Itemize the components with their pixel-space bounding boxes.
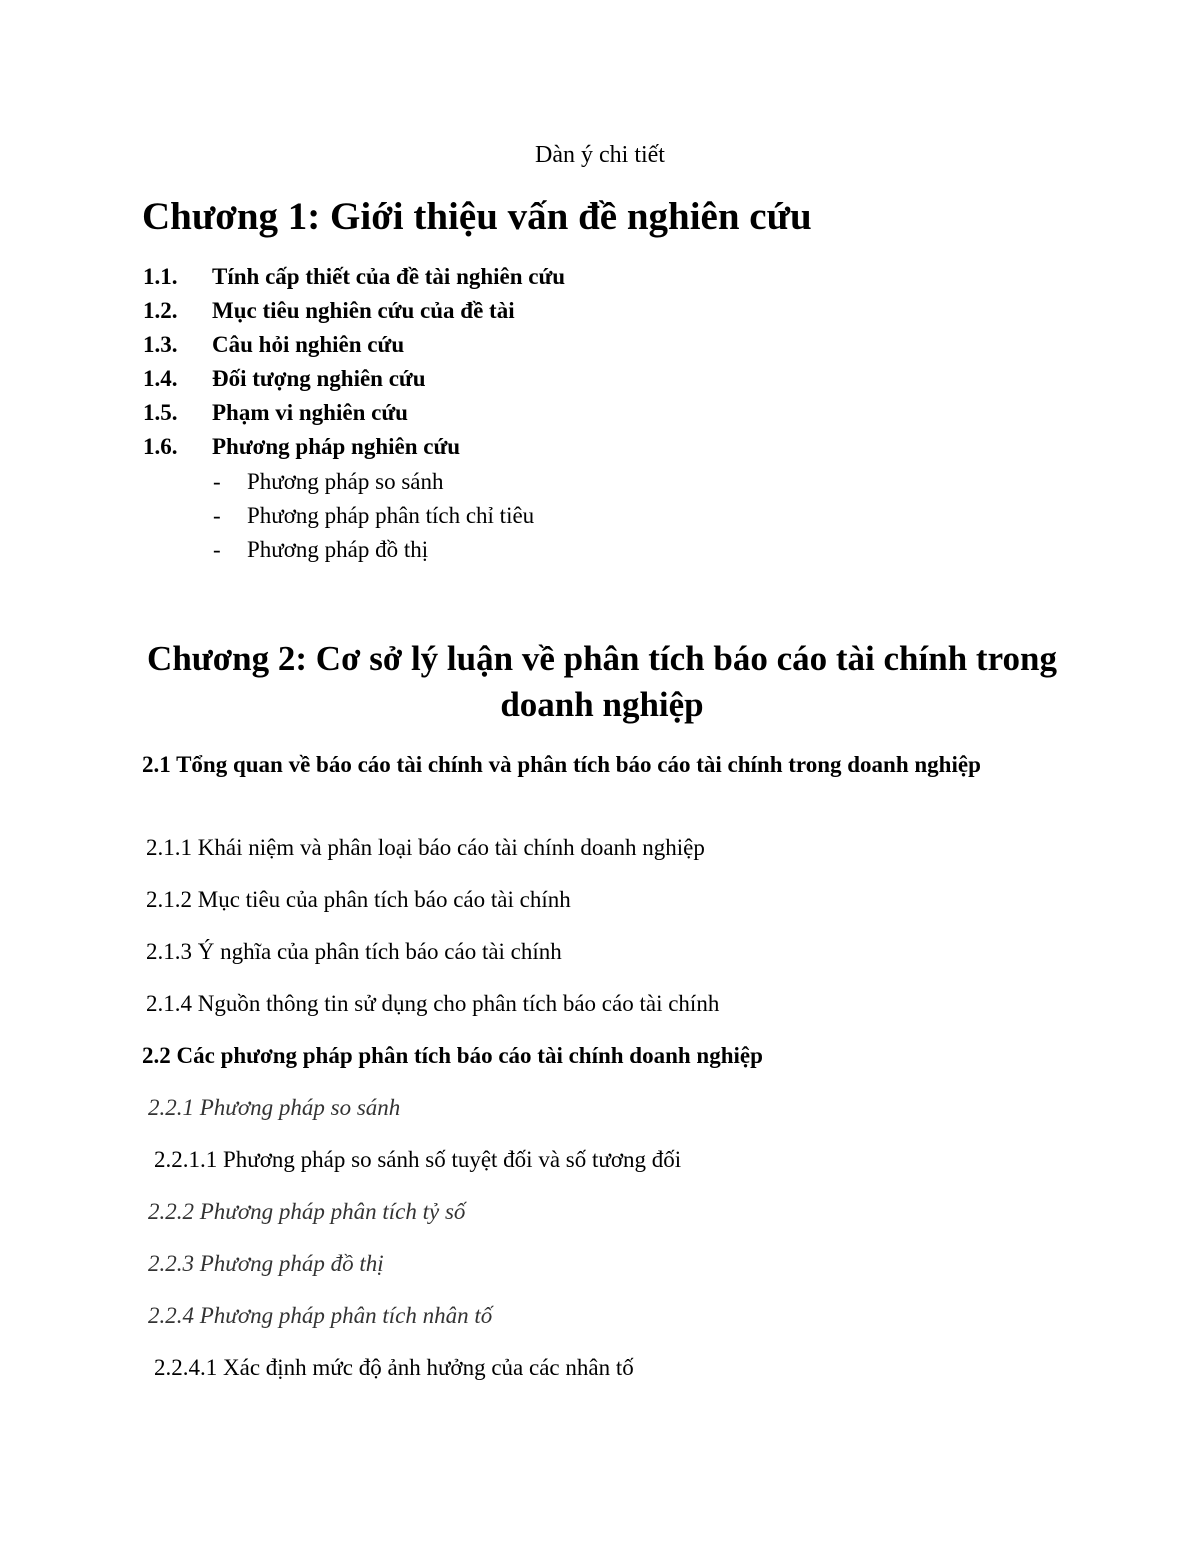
bullet-item [213,469,444,495]
section-label: Đối tượng nghiên cứu [212,366,426,391]
section-2-1: 2.1 Tổng quan về báo cáo tài chính và phân tích báo cáo tài chính trong doanh nghiệp [142,752,981,777]
bullet-item [213,503,534,529]
section-1-5 [143,400,408,426]
section-number: 1.1. [143,264,178,289]
bullet-text: Phương pháp phân tích chỉ tiêu [247,503,535,528]
section-1-6 [143,434,460,460]
bullet-text: Phương pháp so sánh [247,469,444,494]
bullet-dash: - [213,469,221,494]
bullet-dash: - [213,503,221,528]
section-number: 1.2. [143,298,178,323]
section-label: Phương pháp nghiên cứu [212,434,461,459]
section-2-2-4-1: 2.2.4.1 Xác định mức độ ảnh hưởng của các nhân tố [154,1355,634,1380]
section-1-1 [143,264,565,290]
section-label: Mục tiêu nghiên cứu của đề tài [212,298,515,323]
section-label: Phạm vi nghiên cứu [212,400,408,425]
section-label: Tính cấp thiết của đề tài nghiên cứu [212,264,566,289]
section-1-2 [143,298,515,324]
document-title: Dàn ý chi tiết [535,142,665,168]
section-2-2: 2.2 Các phương pháp phân tích báo cáo tài chính doanh nghiệp [142,1043,763,1068]
section-number: 1.6. [143,434,178,459]
section-2-2-2: 2.2.2 Phương pháp phân tích tỷ số [148,1199,466,1224]
section-2-1-4: 2.1.4 Nguồn thông tin sử dụng cho phân tích báo cáo tài chính [146,991,720,1016]
section-2-2-3: 2.2.3 Phương pháp đồ thị [148,1251,384,1276]
section-number: 1.5. [143,400,178,425]
chapter-1-heading: Chương 1: Giới thiệu vấn đề nghiên cứu [142,195,812,238]
bullet-text: Phương pháp đồ thị [247,537,429,562]
section-1-4 [143,366,426,392]
section-2-1-2: 2.1.2 Mục tiêu của phân tích báo cáo tài chính [146,887,571,912]
section-2-1-1: 2.1.1 Khái niệm và phân loại báo cáo tài chính doanh nghiệp [146,835,705,860]
section-1-3 [143,332,404,358]
section-2-2-1-1: 2.2.1.1 Phương pháp so sánh số tuyệt đối và số tương đối [154,1147,682,1172]
section-number: 1.3. [143,332,178,357]
section-2-2-4: 2.2.4 Phương pháp phân tích nhân tố [148,1303,493,1328]
section-label: Câu hỏi nghiên cứu [212,332,405,357]
section-number: 1.4. [143,366,178,391]
section-2-1-3: 2.1.3 Ý nghĩa của phân tích báo cáo tài chính [146,939,562,964]
chapter-2-heading: Chương 2: Cơ sở lý luận về phân tích báo cáo tài chính trong doanh nghiệp [147,639,1057,724]
bullet-item [213,537,428,563]
bullet-dash: - [213,537,221,562]
section-2-2-1: 2.2.1 Phương pháp so sánh [148,1095,401,1120]
